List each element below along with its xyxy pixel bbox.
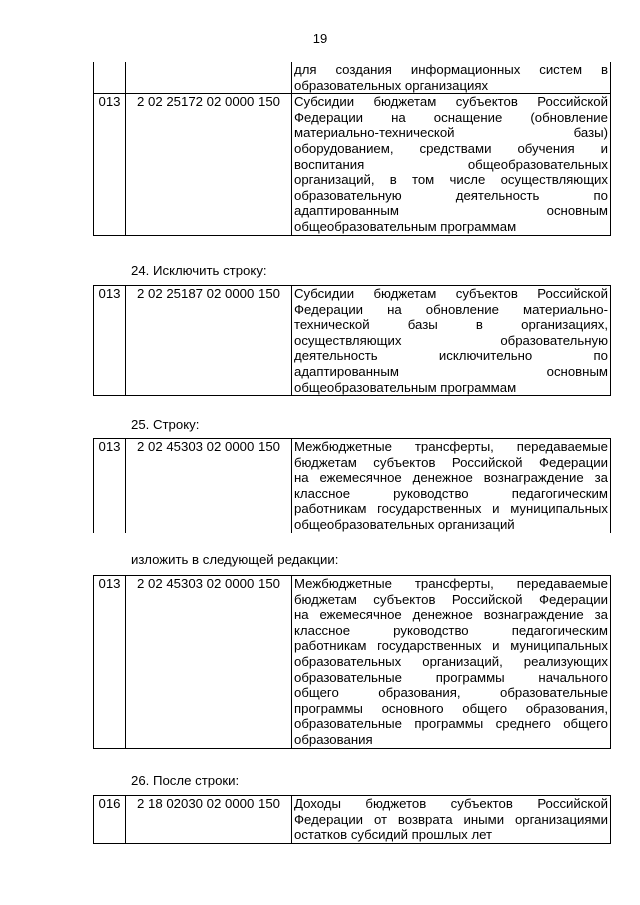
description-line: Субсидии бюджетам субъектов Российской [294, 286, 608, 301]
description-line: программы основного общего образования, [294, 700, 608, 716]
table-row [94, 576, 611, 749]
table-row-after [93, 795, 611, 844]
cell-code: 013 [94, 94, 126, 235]
description-line: образовательную деятельность по [294, 187, 608, 203]
description-line: образовательных организациях [294, 77, 489, 93]
description-line: Доходы бюджетов субъектов Российской [294, 796, 608, 811]
description-line: образовательные программы среднего общего [294, 716, 608, 732]
description-line: классное руководство педагогическим [294, 622, 608, 638]
paragraph-26: 26. После строки: [131, 773, 240, 788]
cell-code: 013 [94, 439, 126, 533]
table-row [94, 62, 611, 94]
table-continued [93, 62, 611, 236]
description-line: адаптированным основным [294, 203, 608, 219]
cell-description [292, 576, 611, 749]
description-line: Федерации на обновление материально- [294, 301, 608, 317]
cell-description [292, 796, 611, 844]
cell-kbk: 2 02 45303 02 0000 150 [126, 576, 292, 749]
description-line: Субсидии бюджетам субъектов Российской [294, 94, 608, 110]
description-line: деятельность исключительно по [294, 348, 608, 364]
description-line: организаций, в том числе осуществляющих [294, 172, 608, 188]
cell-kbk: 2 02 25187 02 0000 150 [126, 286, 292, 396]
cell-kbk [126, 62, 292, 94]
description-line: работникам государственных и муниципальных [294, 501, 608, 517]
description-line: Федерации на оснащение (обновление [294, 109, 608, 125]
paragraph-24: 24. Исключить строку: [131, 263, 267, 278]
description-line: оборудованием, средствами обучения и [294, 140, 608, 156]
cell-code: 013 [94, 286, 126, 396]
description-line: остатков субсидий прошлых лет [294, 827, 493, 843]
table-row [94, 94, 611, 235]
description-line: технической базы в организациях, [294, 317, 608, 333]
description-line: общеобразовательным программам [294, 379, 517, 395]
description-line: классное руководство педагогическим [294, 485, 608, 501]
cell-code: 016 [94, 796, 126, 844]
description-line: Межбюджетные трансферты, передаваемые [294, 439, 608, 454]
description-line: бюджетам субъектов Российской Федерации [294, 591, 608, 607]
description-line: образования [294, 731, 373, 747]
cell-description [292, 62, 611, 94]
cell-description [292, 439, 611, 533]
description-line: Федерации от возврата иными организациями [294, 811, 608, 827]
cell-description [292, 94, 611, 235]
paragraph-25-new-edition: изложить в следующей редакции: [131, 552, 339, 567]
description-line: адаптированным основным [294, 363, 608, 379]
cell-kbk: 2 02 25172 02 0000 150 [126, 94, 292, 235]
description-line: материально-технической базы) [294, 125, 608, 141]
description-line: работникам государственных и муниципальных [294, 638, 608, 654]
description-line: осуществляющих образовательную [294, 332, 608, 348]
cell-code [94, 62, 126, 94]
table-row [94, 286, 611, 396]
table-row-old [93, 438, 611, 533]
cell-kbk: 2 18 02030 02 0000 150 [126, 796, 292, 844]
description-line: бюджетам субъектов Российской Федерации [294, 454, 608, 470]
page-number: 19 [312, 31, 328, 46]
description-line: общеобразовательным программам [294, 218, 517, 234]
description-line: общеобразовательных организаций [294, 516, 515, 532]
description-line: для создания информационных систем в [294, 62, 608, 77]
description-line: на ежемесячное денежное вознаграждение за [294, 607, 608, 623]
table-row-excluded [93, 285, 611, 396]
description-line: образовательные программы начального [294, 669, 608, 685]
cell-code: 013 [94, 576, 126, 749]
description-line: Межбюджетные трансферты, передаваемые [294, 576, 608, 591]
table-row-new [93, 575, 611, 749]
cell-kbk: 2 02 45303 02 0000 150 [126, 439, 292, 533]
cell-description [292, 286, 611, 396]
description-line: образовательных организаций, реализующих [294, 653, 608, 669]
table-row [94, 439, 611, 533]
paragraph-25: 25. Строку: [131, 417, 200, 432]
description-line: на ежемесячное денежное вознаграждение за [294, 470, 608, 486]
description-line: общего образования, образовательные [294, 685, 608, 701]
description-line: воспитания общеобразовательных [294, 156, 608, 172]
table-row [94, 796, 611, 844]
